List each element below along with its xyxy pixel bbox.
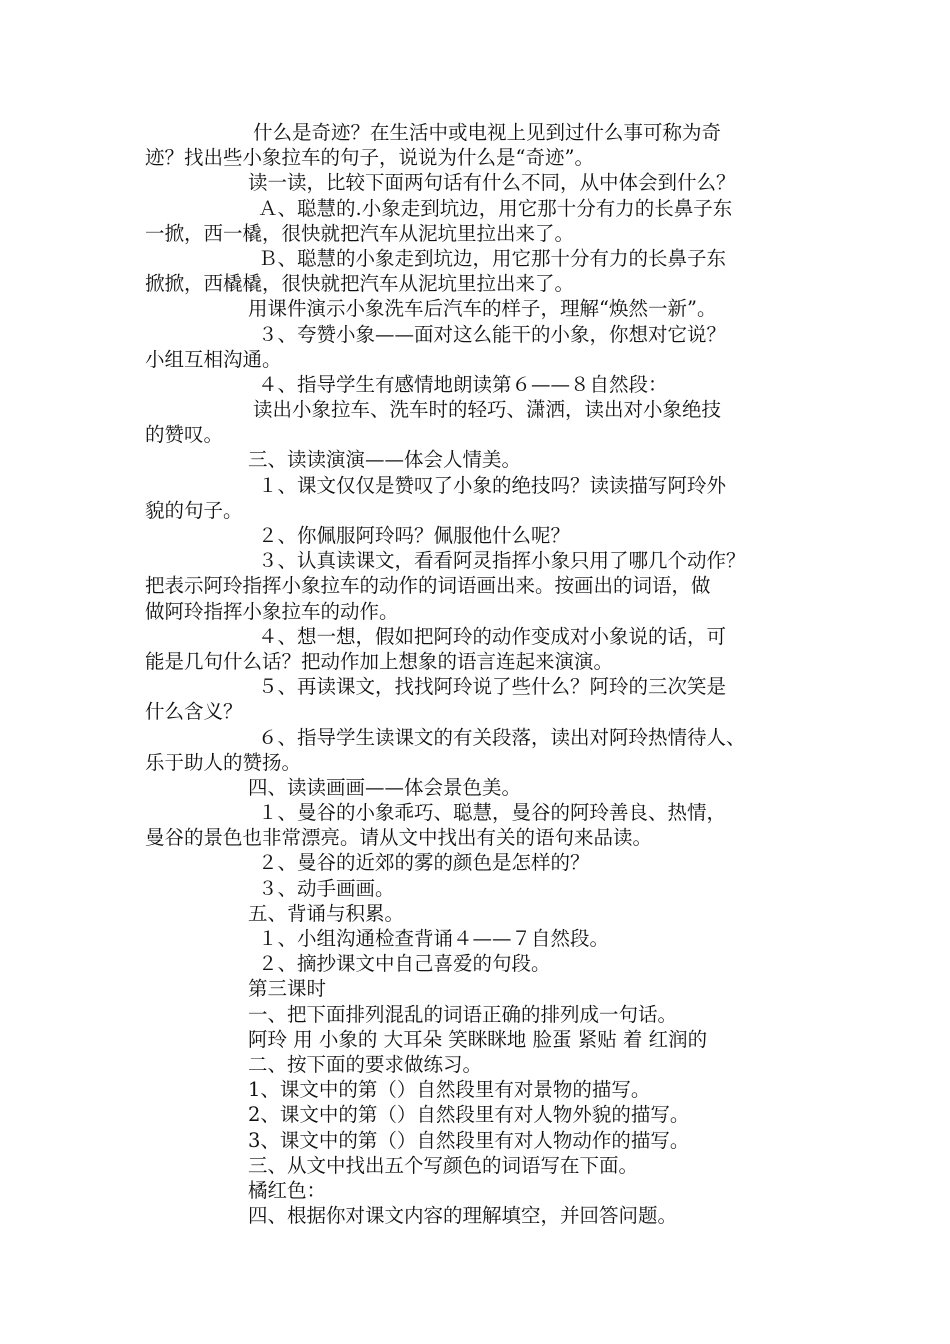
- text-line: ２、曼谷的近郊的雾的颜色是怎样的？: [258, 851, 590, 875]
- text-line: 迹？找出些小象拉车的句子，说说为什么是“奇迹”。: [145, 146, 594, 170]
- text-line: 的赞叹。: [145, 423, 224, 447]
- text-line: 曼谷的景色也非常漂亮。请从文中找出有关的语句来品读。: [145, 826, 653, 850]
- text-line: 一掀，西一橇，很快就把汽车从泥坑里拉出来了。: [145, 221, 575, 245]
- text-line: 读出小象拉车、洗车时的轻巧、潇洒，读出对小象绝技: [253, 398, 722, 422]
- text-line: Ａ、聪慧的.小象走到坑边，用它那十分有力的长鼻子东: [258, 196, 733, 220]
- document-body: [145, 120, 835, 1228]
- text-line: 什么含义？: [145, 700, 243, 724]
- text-line: 三、读读演演——体会人情美。: [248, 448, 522, 472]
- text-line: 阿玲 用 小象的 大耳朵 笑眯眯地 脸蛋 紧贴 着 红润的: [248, 1027, 708, 1051]
- text-line: 四、根据你对课文内容的理解填空，并回答问题。: [248, 1204, 678, 1228]
- text-line: 小组互相沟通。: [145, 347, 282, 371]
- text-line: 第三课时: [248, 977, 327, 1001]
- text-line: 乐于助人的赞扬。: [145, 750, 302, 774]
- text-line: ３、夸赞小象——面对这么能干的小象，你想对它说？: [258, 322, 727, 346]
- text-line: ６、指导学生读课文的有关段落，读出对阿玲热情待人、: [258, 725, 746, 749]
- text-line: 做阿玲指挥小象拉车的动作。: [145, 599, 399, 623]
- text-line: 3、课文中的第（）自然段里有对人物动作的描写。: [248, 1128, 690, 1152]
- text-line: ２、你佩服阿玲吗？佩服他什么呢？: [258, 524, 571, 547]
- text-line: 橘红色：: [248, 1178, 327, 1202]
- text-line: 一、把下面排列混乱的词语正确的排列成一句话。: [248, 1002, 678, 1026]
- text-line: 把表示阿玲指挥小象拉车的动作的词语画出来。按画出的词语，做: [145, 574, 711, 598]
- text-line: １、课文仅仅是赞叹了小象的绝技吗？读读描写阿玲外: [258, 473, 727, 497]
- text-line: 2、课文中的第（）自然段里有对人物外貌的描写。: [248, 1103, 690, 1127]
- text-line: 三、从文中找出五个写颜色的词语写在下面。: [248, 1153, 639, 1177]
- text-line: ３、认真读课文，看看阿灵指挥小象只用了哪几个动作？: [258, 549, 746, 573]
- text-line: 1、课文中的第（）自然段里有对景物的描写。: [248, 1078, 651, 1102]
- text-line: 二、按下面的要求做练习。: [248, 1052, 483, 1076]
- text-line: ２、摘抄课文中自己喜爱的句段。: [258, 952, 551, 976]
- text-line: １、曼谷的小象乖巧、聪慧，曼谷的阿玲善良、热情，: [258, 801, 727, 825]
- text-line: 读一读，比较下面两句话有什么不同，从中体会到什么？: [248, 171, 736, 195]
- text-line: 能是几句什么话？把动作加上想象的语言连起来演演。: [145, 649, 614, 673]
- text-line: 四、读读画画——体会景色美。: [248, 775, 522, 799]
- text-line: Ｂ、聪慧的小象走到坑边，用它那十分有力的长鼻子东: [258, 246, 727, 270]
- text-line: ４、指导学生有感情地朗读第６——８自然段：: [258, 372, 668, 396]
- text-line: ３、动手画画。: [258, 876, 395, 900]
- text-line: ４、想一想，假如把阿玲的动作变成对小象说的话，可: [258, 624, 727, 648]
- text-line: ５、再读课文，找找阿玲说了些什么？阿玲的三次笑是: [258, 675, 727, 699]
- text-line: 貌的句子。: [145, 498, 243, 522]
- text-line: １、小组沟通检查背诵４——７自然段。: [258, 927, 610, 950]
- text-line: 掀掀，西橇橇，很快就把汽车从泥坑里拉出来了。: [145, 272, 575, 296]
- text-line: 五、背诵与积累。: [248, 901, 405, 925]
- text-line: 用课件演示小象洗车后汽车的样子，理解“焕然一新”。: [248, 297, 717, 321]
- text-line: 什么是奇迹？在生活中或电视上见到过什么事可称为奇: [253, 121, 722, 144]
